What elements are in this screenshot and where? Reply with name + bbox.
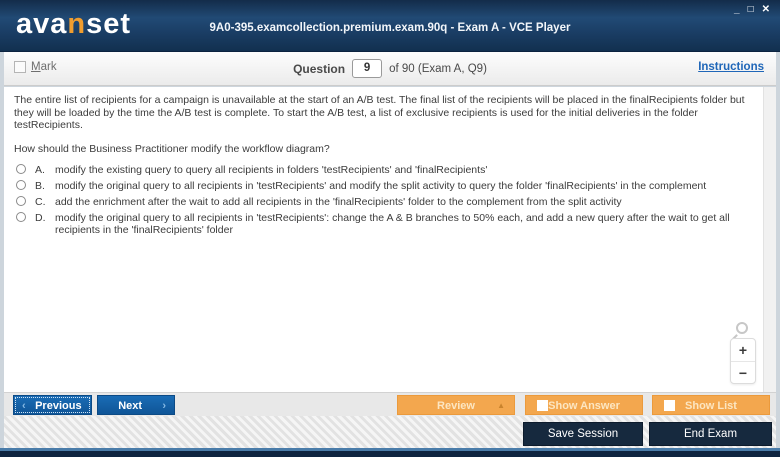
instructions-link[interactable]: Instructions xyxy=(698,61,764,73)
answer-option-d[interactable] xyxy=(14,212,752,236)
question-paragraph: The entire list of recipients for a campaign is unavailable at the start of an A/B test. The final list of the recipients will be placed in the finalRecipients folder but they will be loaded by the time the A/B test is complete. To start the A/B test, a list of exclusive recipients is used for the initial deliveries in the folder testRecipients. xyxy=(14,94,745,131)
question-counter xyxy=(4,52,776,85)
zoom-widget xyxy=(730,338,756,384)
show-list-label: Show List xyxy=(685,400,737,412)
question-label: Question xyxy=(293,61,346,76)
end-exam-button[interactable]: End Exam xyxy=(649,422,772,446)
question-content-area xyxy=(4,87,776,392)
next-button-label: Next xyxy=(118,400,143,412)
review-button-label: Review xyxy=(437,400,475,412)
window-frame-right xyxy=(776,52,780,448)
mark-control[interactable] xyxy=(14,61,57,73)
close-icon[interactable]: ✕ xyxy=(761,4,770,15)
minimize-icon[interactable]: _ xyxy=(734,4,740,15)
question-of-total: of 90 (Exam A, Q9) xyxy=(389,62,487,75)
save-session-button[interactable]: Save Session xyxy=(523,422,643,446)
logo-part1: ava xyxy=(16,8,68,40)
triangle-up-icon: ▲ xyxy=(497,401,505,410)
option-letter: C. xyxy=(35,196,46,208)
logo-part2: set xyxy=(86,8,132,40)
mark-label xyxy=(31,61,57,73)
window-frame-left xyxy=(0,52,4,448)
previous-button-label: Previous xyxy=(35,400,82,412)
option-text: modify the existing query to query all recipients in folders 'testRecipients' and 'finalRecipients' xyxy=(55,164,488,176)
chevron-left-icon: ‹ xyxy=(22,400,26,412)
zoom-in-button[interactable]: + xyxy=(731,339,755,362)
window-controls xyxy=(734,4,770,16)
show-list-button[interactable] xyxy=(652,395,770,415)
mark-label-rest: ark xyxy=(40,61,57,73)
zoom-out-button[interactable]: − xyxy=(738,365,748,381)
option-text: modify the original query to all recipients in 'testRecipients' and modify the split activity to query the folder 'finalRecipients' in the complement xyxy=(55,180,707,192)
mark-label-initial: M xyxy=(31,61,41,73)
navigation-toolbar xyxy=(4,392,776,416)
logo-accent: n xyxy=(67,8,87,40)
radio-option-a[interactable] xyxy=(16,164,26,174)
window-title: 9A0-395.examcollection.premium.exam.90q - Exam A - VCE Player xyxy=(209,22,571,34)
option-text: add the enrichment after the wait to add all recipients in the 'finalRecipients' folder to the complement from the split activity xyxy=(55,196,622,208)
answer-option-b[interactable] xyxy=(14,180,752,192)
option-letter: A. xyxy=(35,164,45,176)
show-answer-label: Show Answer xyxy=(548,400,620,412)
radio-option-c[interactable] xyxy=(16,196,26,206)
show-answer-checkbox[interactable] xyxy=(537,400,548,411)
show-answer-button[interactable] xyxy=(525,395,643,415)
previous-button[interactable] xyxy=(13,395,92,415)
question-prompt: How should the Business Practitioner modify the workflow diagram? xyxy=(14,142,330,155)
option-letter: D. xyxy=(35,212,46,224)
review-button[interactable] xyxy=(397,395,515,415)
answer-option-c[interactable] xyxy=(14,196,752,208)
show-list-checkbox[interactable] xyxy=(664,400,675,411)
chevron-right-icon: › xyxy=(162,400,166,412)
next-button[interactable] xyxy=(97,395,175,415)
maximize-icon[interactable]: □ xyxy=(747,4,754,15)
question-number-input[interactable]: 9 xyxy=(352,59,382,78)
session-bar xyxy=(4,416,776,448)
answer-options xyxy=(14,164,752,236)
option-letter: B. xyxy=(35,180,45,192)
answer-option-a[interactable] xyxy=(14,164,752,176)
magnifier-icon xyxy=(736,322,748,334)
radio-option-d[interactable] xyxy=(16,212,26,222)
option-text: modify the original query to all recipients in 'testRecipients': change the A & B branches to 50% each, and add a new query after the wait to get all recipients in the 'finalRecipients' folder xyxy=(55,212,730,236)
question-header-bar xyxy=(4,52,776,86)
title-bar xyxy=(0,0,780,52)
window-frame-bottom xyxy=(0,451,780,457)
mark-checkbox[interactable] xyxy=(14,61,26,73)
radio-option-b[interactable] xyxy=(16,180,26,190)
vertical-scrollbar[interactable] xyxy=(763,87,776,392)
